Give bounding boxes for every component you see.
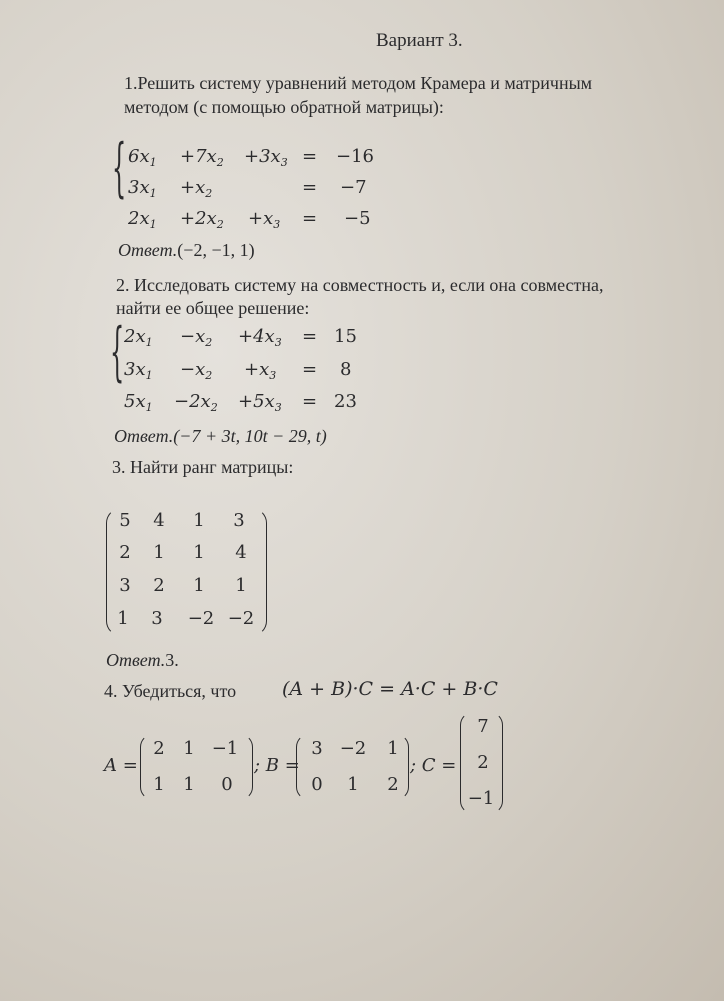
m-cell: 2 (119, 542, 131, 563)
m-cell: −2 (187, 608, 215, 629)
m-cell: 2 (153, 575, 165, 596)
t2-r3-b: $-2x_2$ (174, 391, 218, 414)
A-cell: 2 (153, 738, 165, 759)
t1-r1-b: $+7x_2$ (180, 146, 224, 169)
t1-r2-b: $+x_2$ (180, 177, 213, 200)
label-B: ; B = (254, 755, 300, 776)
B-cell: −2 (339, 738, 367, 759)
variant-title: Вариант 3. (376, 30, 463, 51)
task1-text-line2: методом (с помощью обратной матрицы): (124, 97, 444, 117)
t2-r1-c: $+4x_3$ (238, 326, 282, 349)
m-cell: 3 (151, 608, 163, 629)
t2-r3-c: $+5x_3$ (238, 391, 282, 414)
C-cell: 7 (477, 716, 489, 737)
t1-r3-a: $2x_1$ (128, 208, 157, 231)
t1-r1-rhs: −16 (336, 146, 374, 167)
t1-r3-eq: = (302, 208, 318, 229)
t2-r3-a: $5x_1$ (124, 391, 153, 414)
B-cell: 0 (311, 774, 323, 795)
t2-r2-c: $+x_3$ (244, 359, 277, 382)
B-cell: 1 (347, 774, 359, 795)
task2-answer: Ответ.(−7 + 3t, 10t − 29, t) (114, 426, 327, 446)
t1-r1-c: $+3x_3$ (244, 146, 288, 169)
m-cell: 1 (193, 575, 205, 596)
t1-r2-a: $3x_1$ (128, 177, 157, 200)
C-cell: −1 (467, 788, 495, 809)
task2-text-line1: 2. Исследовать систему на совместность и, если она совместна, (116, 275, 604, 295)
m-cell: 1 (235, 575, 247, 596)
t1-r2-rhs: −7 (340, 177, 367, 198)
task4-text: 4. Убедиться, что (104, 681, 237, 701)
t2-r3-eq: = (302, 391, 318, 412)
B-cell: 2 (387, 774, 399, 795)
t1-r1-a: $6x_1$ (128, 146, 157, 169)
task1-text-line1: 1.Решить систему уравнений методом Крамера и матричным (124, 73, 593, 93)
system-brace: { (110, 315, 125, 389)
m-cell: 1 (153, 542, 165, 563)
m-cell: 3 (233, 510, 245, 531)
task3-answer: Ответ.3. (106, 650, 179, 670)
B-cell: 3 (311, 738, 323, 759)
system-brace: { (112, 131, 127, 205)
m-cell: 4 (235, 542, 247, 563)
m-cell: 4 (153, 510, 165, 531)
t1-r3-b: $+2x_2$ (180, 208, 224, 231)
t2-r1-eq: = (302, 326, 318, 347)
B-cell: 1 (387, 738, 399, 759)
A-cell: 1 (183, 774, 195, 795)
m-cell: 5 (119, 510, 131, 531)
label-A: A = (104, 755, 138, 776)
t1-r1-eq: = (302, 146, 318, 167)
task3-text: 3. Найти ранг матрицы: (112, 457, 294, 477)
t2-r2-rhs: 8 (340, 359, 352, 380)
C-cell: 2 (477, 752, 489, 773)
A-cell: 0 (221, 774, 233, 795)
A-cell: −1 (211, 738, 239, 759)
m-cell: 1 (193, 542, 205, 563)
task1-answer: Ответ.(−2, −1, 1) (118, 240, 255, 260)
t2-r2-b: $-x_2$ (180, 359, 213, 382)
A-cell: 1 (153, 774, 165, 795)
task4-identity: (A + B)·C = A·C + B·C (282, 678, 498, 700)
m-cell: 1 (193, 510, 205, 531)
m-cell: 1 (117, 608, 129, 629)
label-C: ; C = (410, 755, 457, 776)
t2-r1-rhs: 15 (334, 326, 357, 347)
t2-r2-a: $3x_1$ (124, 359, 153, 382)
A-cell: 1 (183, 738, 195, 759)
task2-text-line2: найти ее общее решение: (116, 298, 310, 318)
t2-r2-eq: = (302, 359, 318, 380)
t2-r3-rhs: 23 (334, 391, 357, 412)
t1-r2-eq: = (302, 177, 318, 198)
m-cell: −2 (227, 608, 255, 629)
m-cell: 3 (119, 575, 131, 596)
t1-r3-rhs: −5 (344, 208, 371, 229)
t2-r1-b: $-x_2$ (180, 326, 213, 349)
t1-r3-c: $+x_3$ (248, 208, 281, 231)
t2-r1-a: $2x_1$ (124, 326, 153, 349)
